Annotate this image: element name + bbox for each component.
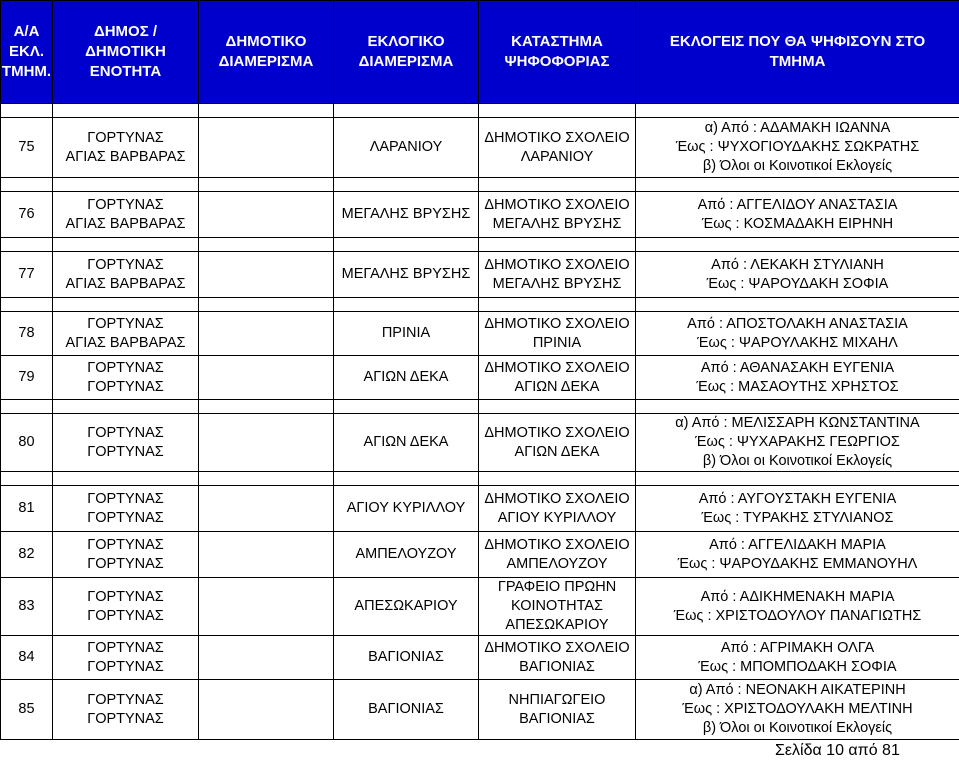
katastima-line: ΜΕΓΑΛΗΣ ΒΡΥΣΗΣ — [492, 215, 622, 232]
header-line: Α/Α — [13, 23, 40, 40]
spacer-cell — [199, 472, 334, 486]
spacer-cell — [1, 104, 53, 118]
spacer-row — [1, 400, 959, 414]
header-dimos — [53, 1, 199, 104]
spacer-cell — [1, 178, 53, 192]
eklogeis-line: Από : ΛΕΚΑΚΗ ΣΤΥΛΙΑΝΗ — [711, 256, 884, 273]
cell-dimos — [53, 636, 199, 680]
cell-eklogeis — [636, 486, 959, 532]
spacer-cell — [53, 472, 199, 486]
eklogeis-line: α) Από : ΑΔΑΜΑΚΗ ΙΩΑΝΝΑ — [704, 120, 891, 136]
cell-dimos — [53, 118, 199, 178]
spacer-cell — [334, 298, 479, 312]
dimos-line: ΑΓΙΑΣ ΒΑΡΒΑΡΑΣ — [65, 148, 186, 165]
cell-ekl-diam: ΒΑΓΙΟΝΙΑΣ — [334, 636, 479, 680]
eklogeis-line: Από : ΑΓΡΙΜΑΚΗ ΟΛΓΑ — [720, 639, 875, 656]
spacer-cell — [334, 104, 479, 118]
table-row — [1, 312, 959, 356]
eklogeis-line: Από : ΑΠΟΣΤΟΛΑΚΗ ΑΝΑΣΤΑΣΙΑ — [687, 315, 908, 332]
spacer-row — [1, 298, 959, 312]
cell-katastima — [479, 532, 636, 578]
cell-dim-diam — [199, 192, 334, 238]
katastima-line: ΑΓΙΩΝ ΔΕΚΑ — [514, 378, 600, 395]
katastima-line: ΜΕΓΑΛΗΣ ΒΡΥΣΗΣ — [492, 275, 622, 292]
header-line: ΔΗΜΟΤΙΚΟ — [225, 33, 307, 50]
table-body — [1, 104, 959, 740]
table-row — [1, 414, 959, 472]
katastima-line: ΝΗΠΙΑΓΩΓΕΙΟ — [508, 691, 606, 708]
cell-eklogeis — [636, 356, 959, 400]
dimos-line: ΓΟΡΤΥΝΑΣ — [87, 658, 164, 675]
eklogeis-line: Έως : ΤΥΡΑΚΗΣ ΣΤΥΛΙΑΝΟΣ — [701, 509, 894, 526]
dimos-line: ΓΟΡΤΥΝΑΣ — [87, 196, 164, 213]
cell-number: 84 — [1, 636, 53, 680]
cell-eklogeis — [636, 636, 959, 680]
eklogeis-line: Από : ΑΔΙΚΗΜΕΝΑΚΗ ΜΑΡΙΑ — [700, 588, 895, 605]
dimos-line: ΑΓΙΑΣ ΒΑΡΒΑΡΑΣ — [65, 215, 186, 232]
katastima-line: ΛΑΡΑΝΙΟΥ — [520, 148, 594, 165]
cell-dimos — [53, 578, 199, 636]
header-line: ΕΚΛΟΓΙΚΟ — [367, 33, 445, 50]
spacer-cell — [1, 400, 53, 414]
eklogeis-line: Έως : ΜΠΟΜΠΟΔΑΚΗ ΣΟΦΙΑ — [698, 658, 897, 675]
cell-eklogeis — [636, 680, 959, 740]
table-row — [1, 252, 959, 298]
dimos-line: ΓΟΡΤΥΝΑΣ — [87, 443, 164, 460]
eklogeis-line: Έως : ΨΥΧΑΡΑΚΗΣ ΓΕΩΡΓΙΟΣ — [695, 434, 900, 450]
header-ekl-diam — [334, 1, 479, 104]
cell-dim-diam — [199, 578, 334, 636]
dimos-line: ΓΟΡΤΥΝΑΣ — [87, 490, 164, 507]
cell-dim-diam — [199, 312, 334, 356]
cell-number: 77 — [1, 252, 53, 298]
spacer-row — [1, 104, 959, 118]
katastima-line: ΔΗΜΟΤΙΚΟ ΣΧΟΛΕΙΟ — [484, 315, 630, 332]
katastima-line: ΓΡΑΦΕΙΟ ΠΡΩΗΝ — [497, 579, 617, 595]
header-line: ΔΙΑΜΕΡΙΣΜΑ — [218, 53, 314, 70]
table-row — [1, 636, 959, 680]
dimos-line: ΓΟΡΤΥΝΑΣ — [87, 536, 164, 553]
dimos-line: ΑΓΙΑΣ ΒΑΡΒΑΡΑΣ — [65, 334, 186, 351]
spacer-cell — [479, 178, 636, 192]
spacer-cell — [479, 104, 636, 118]
table-row — [1, 486, 959, 532]
cell-ekl-diam: ΒΑΓΙΟΝΙΑΣ — [334, 680, 479, 740]
cell-katastima — [479, 312, 636, 356]
eklogeis-line: Έως : ΨΥΧΟΓΙΟΥΔΑΚΗΣ ΣΩΚΡΑΤΗΣ — [675, 139, 920, 155]
cell-katastima — [479, 636, 636, 680]
spacer-cell — [53, 298, 199, 312]
cell-dimos — [53, 356, 199, 400]
spacer-cell — [199, 400, 334, 414]
spacer-cell — [636, 104, 959, 118]
table-row — [1, 356, 959, 400]
cell-ekl-diam: ΑΓΙΩΝ ΔΕΚΑ — [334, 414, 479, 472]
dimos-line: ΓΟΡΤΥΝΑΣ — [87, 359, 164, 376]
cell-katastima — [479, 680, 636, 740]
eklogeis-line: Έως : ΧΡΙΣΤΟΔΟΥΛΟΥ ΠΑΝΑΓΙΩΤΗΣ — [673, 607, 922, 624]
dimos-line: ΑΓΙΑΣ ΒΑΡΒΑΡΑΣ — [65, 275, 186, 292]
cell-eklogeis — [636, 414, 959, 472]
katastima-line: ΔΗΜΟΤΙΚΟ ΣΧΟΛΕΙΟ — [484, 359, 630, 376]
spacer-row — [1, 178, 959, 192]
header-line: ΕΚΛ. — [8, 43, 44, 60]
header-aa — [1, 1, 53, 104]
eklogeis-line: Έως : ΨΑΡΟΥΛΑΚΗΣ ΜΙΧΑΗΛ — [697, 334, 898, 351]
spacer-cell — [199, 104, 334, 118]
eklogeis-line: β) Όλοι οι Κοινοτικοί Εκλογείς — [702, 453, 893, 469]
spacer-cell — [636, 178, 959, 192]
katastima-line: ΒΑΓΙΟΝΙΑΣ — [519, 658, 595, 675]
header-line: ΔΗΜΟΣ / — [93, 23, 158, 40]
katastima-line: ΔΗΜΟΤΙΚΟ ΣΧΟΛΕΙΟ — [484, 196, 630, 213]
spacer-cell — [479, 400, 636, 414]
cell-katastima — [479, 252, 636, 298]
header-line: ΨΗΦΟΦΟΡΙΑΣ — [504, 53, 610, 70]
cell-ekl-diam: ΜΕΓΑΛΗΣ ΒΡΥΣΗΣ — [334, 192, 479, 238]
dimos-line: ΓΟΡΤΥΝΑΣ — [87, 555, 164, 572]
dimos-line: ΓΟΡΤΥΝΑΣ — [87, 639, 164, 656]
cell-dimos — [53, 312, 199, 356]
spacer-cell — [334, 238, 479, 252]
katastima-line: ΑΜΠΕΛΟΥΖΟΥ — [506, 555, 608, 572]
table-row — [1, 578, 959, 636]
spacer-cell — [479, 472, 636, 486]
katastima-line: ΔΗΜΟΤΙΚΟ ΣΧΟΛΕΙΟ — [484, 256, 630, 273]
spacer-cell — [479, 298, 636, 312]
header-line: ΕΚΛΟΓΕΙΣ ΠΟΥ ΘΑ ΨΗΦΙΣΟΥΝ ΣΤΟ — [669, 33, 926, 50]
cell-dim-diam — [199, 252, 334, 298]
cell-dimos — [53, 532, 199, 578]
header-dim-diam — [199, 1, 334, 104]
spacer-cell — [636, 400, 959, 414]
katastima-line: ΔΗΜΟΤΙΚΟ ΣΧΟΛΕΙΟ — [484, 536, 630, 553]
header-line: ΚΑΤΑΣΤΗΜΑ — [511, 33, 603, 50]
katastima-line: ΔΗΜΟΤΙΚΟ ΣΧΟΛΕΙΟ — [484, 129, 630, 146]
cell-eklogeis — [636, 252, 959, 298]
spacer-row — [1, 472, 959, 486]
spacer-cell — [53, 238, 199, 252]
spacer-cell — [334, 472, 479, 486]
cell-ekl-diam: ΑΜΠΕΛΟΥΖΟΥ — [334, 532, 479, 578]
dimos-line: ΓΟΡΤΥΝΑΣ — [87, 424, 164, 441]
cell-ekl-diam: ΜΕΓΑΛΗΣ ΒΡΥΣΗΣ — [334, 252, 479, 298]
cell-dimos — [53, 192, 199, 238]
cell-ekl-diam: ΑΓΙΩΝ ΔΕΚΑ — [334, 356, 479, 400]
spacer-row — [1, 238, 959, 252]
header-row — [1, 1, 959, 104]
eklogeis-line: β) Όλοι οι Κοινοτικοί Εκλογείς — [702, 720, 893, 736]
cell-eklogeis — [636, 312, 959, 356]
cell-dimos — [53, 486, 199, 532]
cell-dim-diam — [199, 486, 334, 532]
page-number: Σελίδα 10 από 81 — [775, 742, 900, 759]
eklogeis-line: Από : ΑΥΓΟΥΣΤΑΚΗ ΕΥΓΕΝΙΑ — [698, 490, 897, 507]
cell-katastima — [479, 486, 636, 532]
spacer-cell — [53, 104, 199, 118]
katastima-line: ΑΓΙΟΥ ΚΥΡΙΛΛΟΥ — [497, 509, 617, 526]
cell-dimos — [53, 680, 199, 740]
dimos-line: ΓΟΡΤΥΝΑΣ — [87, 256, 164, 273]
dimos-line: ΓΟΡΤΥΝΑΣ — [87, 607, 164, 624]
katastima-line: ΔΗΜΟΤΙΚΟ ΣΧΟΛΕΙΟ — [484, 424, 630, 441]
cell-number: 76 — [1, 192, 53, 238]
eklogeis-line: α) Από : ΜΕΛΙΣΣΑΡΗ ΚΩΝΣΤΑΝΤΙΝΑ — [675, 415, 920, 431]
cell-number: 80 — [1, 414, 53, 472]
katastima-line: ΚΟΙΝΟΤΗΤΑΣ — [510, 598, 604, 614]
spacer-cell — [53, 178, 199, 192]
cell-eklogeis — [636, 532, 959, 578]
cell-dimos — [53, 414, 199, 472]
eklogeis-line: Έως : ΚΟΣΜΑΔΑΚΗ ΕΙΡΗΝΗ — [701, 215, 894, 232]
eklogeis-line: Έως : ΜΑΣΑΟΥΤΗΣ ΧΡΗΣΤΟΣ — [696, 378, 899, 395]
eklogeis-line: Έως : ΨΑΡΟΥΔΑΚΗ ΣΟΦΙΑ — [706, 275, 889, 292]
spacer-cell — [479, 238, 636, 252]
cell-eklogeis — [636, 192, 959, 238]
eklogeis-line: Από : ΑΓΓΕΛΙΔΟΥ ΑΝΑΣΤΑΣΙΑ — [697, 196, 898, 213]
header-line: ΔΙΑΜΕΡΙΣΜΑ — [358, 53, 454, 70]
cell-katastima — [479, 118, 636, 178]
spacer-cell — [636, 472, 959, 486]
dimos-line: ΓΟΡΤΥΝΑΣ — [87, 129, 164, 146]
katastima-line: ΑΓΙΩΝ ΔΕΚΑ — [514, 443, 600, 460]
cell-katastima — [479, 578, 636, 636]
cell-number: 83 — [1, 578, 53, 636]
cell-dim-diam — [199, 532, 334, 578]
spacer-cell — [334, 178, 479, 192]
header-line: ΕΝΟΤΗΤΑ — [89, 63, 162, 80]
eklogeis-line: β) Όλοι οι Κοινοτικοί Εκλογείς — [702, 158, 893, 174]
spacer-cell — [1, 472, 53, 486]
spacer-cell — [1, 298, 53, 312]
cell-dim-diam — [199, 356, 334, 400]
cell-dim-diam — [199, 118, 334, 178]
cell-number: 78 — [1, 312, 53, 356]
cell-dim-diam — [199, 636, 334, 680]
cell-number: 82 — [1, 532, 53, 578]
cell-ekl-diam: ΛΑΡΑΝΙΟΥ — [334, 118, 479, 178]
cell-number: 75 — [1, 118, 53, 178]
cell-eklogeis — [636, 118, 959, 178]
cell-katastima — [479, 414, 636, 472]
header-eklogeis — [636, 1, 959, 104]
table-row — [1, 118, 959, 178]
table-row — [1, 192, 959, 238]
cell-eklogeis — [636, 578, 959, 636]
cell-number: 85 — [1, 680, 53, 740]
dimos-line: ΓΟΡΤΥΝΑΣ — [87, 588, 164, 605]
katastima-line: ΒΑΓΙΟΝΙΑΣ — [519, 710, 595, 727]
cell-dim-diam — [199, 680, 334, 740]
spacer-cell — [636, 238, 959, 252]
dimos-line: ΓΟΡΤΥΝΑΣ — [87, 710, 164, 727]
eklogeis-line: Από : ΑΘΑΝΑΣΑΚΗ ΕΥΓΕΝΙΑ — [700, 359, 895, 376]
cell-number: 81 — [1, 486, 53, 532]
table-row — [1, 680, 959, 740]
dimos-line: ΓΟΡΤΥΝΑΣ — [87, 378, 164, 395]
katastima-line: ΑΠΕΣΩΚΑΡΙΟΥ — [505, 617, 609, 633]
spacer-cell — [1, 238, 53, 252]
dimos-line: ΓΟΡΤΥΝΑΣ — [87, 691, 164, 708]
cell-ekl-diam: ΑΠΕΣΩΚΑΡΙΟΥ — [334, 578, 479, 636]
spacer-cell — [636, 298, 959, 312]
header-katastima — [479, 1, 636, 104]
eklogeis-line: Από : ΑΓΓΕΛΙΔΑΚΗ ΜΑΡΙΑ — [709, 536, 886, 553]
katastima-line: ΔΗΜΟΤΙΚΟ ΣΧΟΛΕΙΟ — [484, 490, 630, 507]
cell-katastima — [479, 356, 636, 400]
katastima-line: ΔΗΜΟΤΙΚΟ ΣΧΟΛΕΙΟ — [484, 639, 630, 656]
spacer-cell — [334, 400, 479, 414]
cell-number: 79 — [1, 356, 53, 400]
cell-ekl-diam: ΠΡΙΝΙΑ — [334, 312, 479, 356]
spacer-cell — [53, 400, 199, 414]
table-row — [1, 532, 959, 578]
eklogeis-line: α) Από : ΝΕΟΝΑΚΗ ΑΙΚΑΤΕΡΙΝΗ — [689, 682, 906, 698]
dimos-line: ΓΟΡΤΥΝΑΣ — [87, 509, 164, 526]
cell-dimos — [53, 252, 199, 298]
eklogeis-line: Έως : ΧΡΙΣΤΟΔΟΥΛΑΚΗ ΜΕΛΤΙΝΗ — [682, 701, 913, 717]
header-line: ΤΜΗΜΑ — [769, 53, 826, 70]
cell-dim-diam — [199, 414, 334, 472]
spacer-cell — [199, 298, 334, 312]
cell-ekl-diam: ΑΓΙΟΥ ΚΥΡΙΛΛΟΥ — [334, 486, 479, 532]
header-line: ΔΗΜΟΤΙΚΗ — [85, 43, 166, 60]
header-line: ΤΜΗΜ. — [1, 63, 52, 80]
eklogeis-line: Έως : ΨΑΡΟΥΔΑΚΗΣ ΕΜΜΑΝΟΥΗΛ — [677, 555, 918, 572]
spacer-cell — [199, 178, 334, 192]
cell-katastima — [479, 192, 636, 238]
dimos-line: ΓΟΡΤΥΝΑΣ — [87, 315, 164, 332]
spacer-cell — [199, 238, 334, 252]
katastima-line: ΠΡΙΝΙΑ — [532, 334, 582, 351]
